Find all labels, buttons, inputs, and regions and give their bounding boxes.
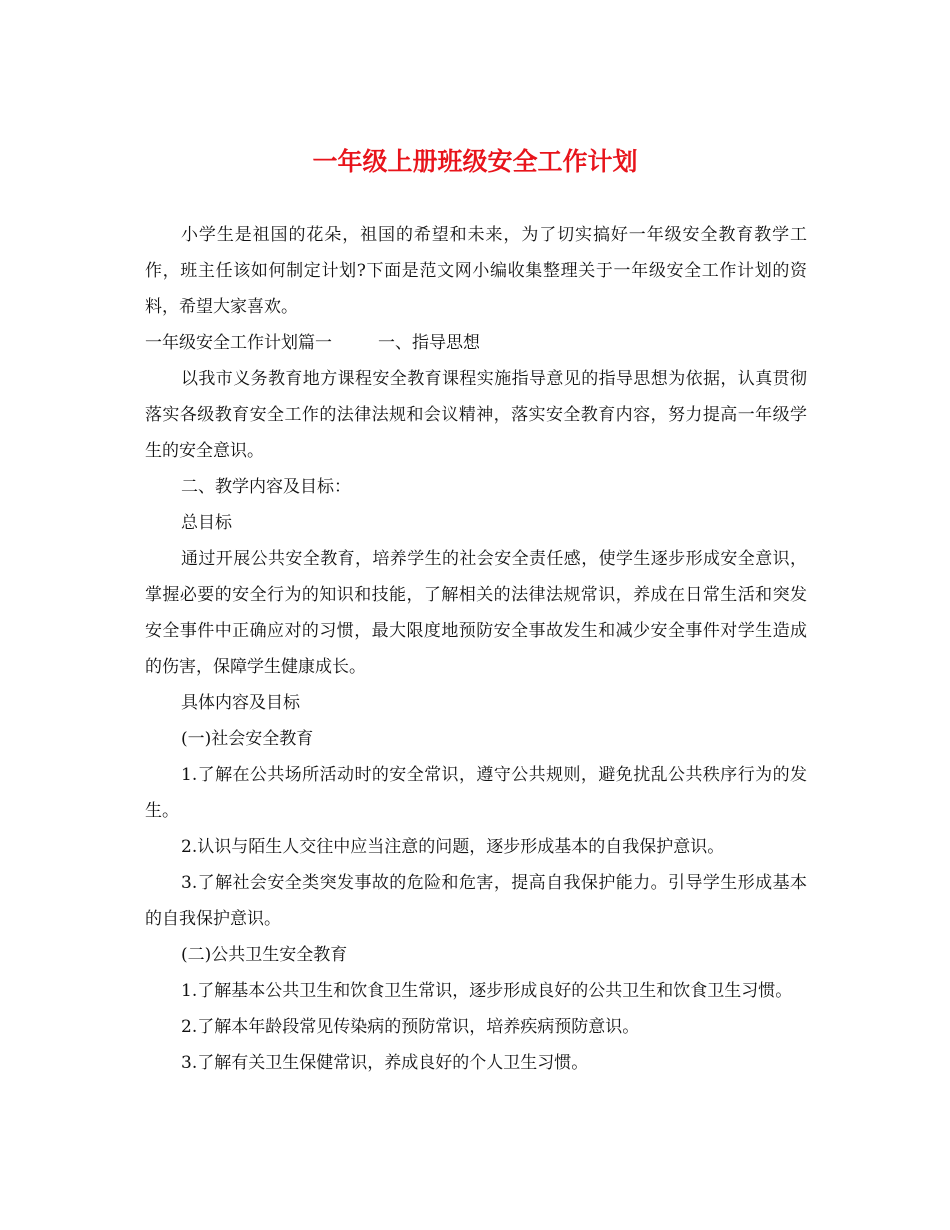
part-heading: 一年级安全工作计划篇一 [145,333,332,353]
subheading-social-safety: (一)社会安全教育 [181,729,314,749]
list-item: 1.了解基本公共卫生和饮食卫生常识，逐步形成良好的公共卫生和饮食卫生习惯。 [181,981,793,1001]
overall-goal-paragraph: 通过开展公共安全教育，培养学生的社会安全责任感，使学生逐步形成安全意识，掌握必要的安全行为的知识和技能，了解相关的法律法规常识，养成在日常生活和突发安全事件中正确应对的习惯，最大限度地预防安全事故发生和减少安全事件对学生造成的伤害，保障学生健康成长。 [145,549,807,677]
intro-paragraph: 小学生是祖国的花朵，祖国的希望和未来，为了切实搞好一年级安全教育教学工作，班主任该如何制定计划?下面是范文网小编收集整理关于一年级安全工作计划的资料，希望大家喜欢。 [145,225,807,317]
document-body [145,217,807,1081]
list-item: 1.了解在公共场所活动时的安全常识，遵守公共规则，避免扰乱公共秩序行为的发生。 [145,765,807,821]
document-title: 一年级上册班级安全工作计划 [312,147,638,176]
subheading-overall-goal: 总目标 [181,513,232,533]
subheading-specific-content: 具体内容及目标 [181,693,300,713]
list-item: 2.认识与陌生人交往中应当注意的问题，逐步形成基本的自我保护意识。 [181,837,725,857]
section-heading-content-goals: 二、教学内容及目标： [181,477,351,497]
section-heading-guiding-ideology: 一、指导思想 [378,333,480,353]
list-item: 2.了解本年龄段常见传染病的预防常识，培养疾病预防意识。 [181,1017,640,1037]
list-item: 3.了解有关卫生保健常识，养成良好的个人卫生习惯。 [181,1053,589,1073]
section-heading-line [145,325,807,361]
list-item: 3.了解社会安全类突发事故的危险和危害，提高自我保护能力。引导学生形成基本的自我保护意识。 [145,873,807,929]
guiding-ideology-paragraph: 以我市义务教育地方课程安全教育课程实施指导意见的指导思想为依据，认真贯彻落实各级教育安全工作的法律法规和会议精神，落实安全教育内容，努力提高一年级学生的安全意识。 [145,369,807,461]
subheading-public-health-safety: (二)公共卫生安全教育 [181,945,348,965]
